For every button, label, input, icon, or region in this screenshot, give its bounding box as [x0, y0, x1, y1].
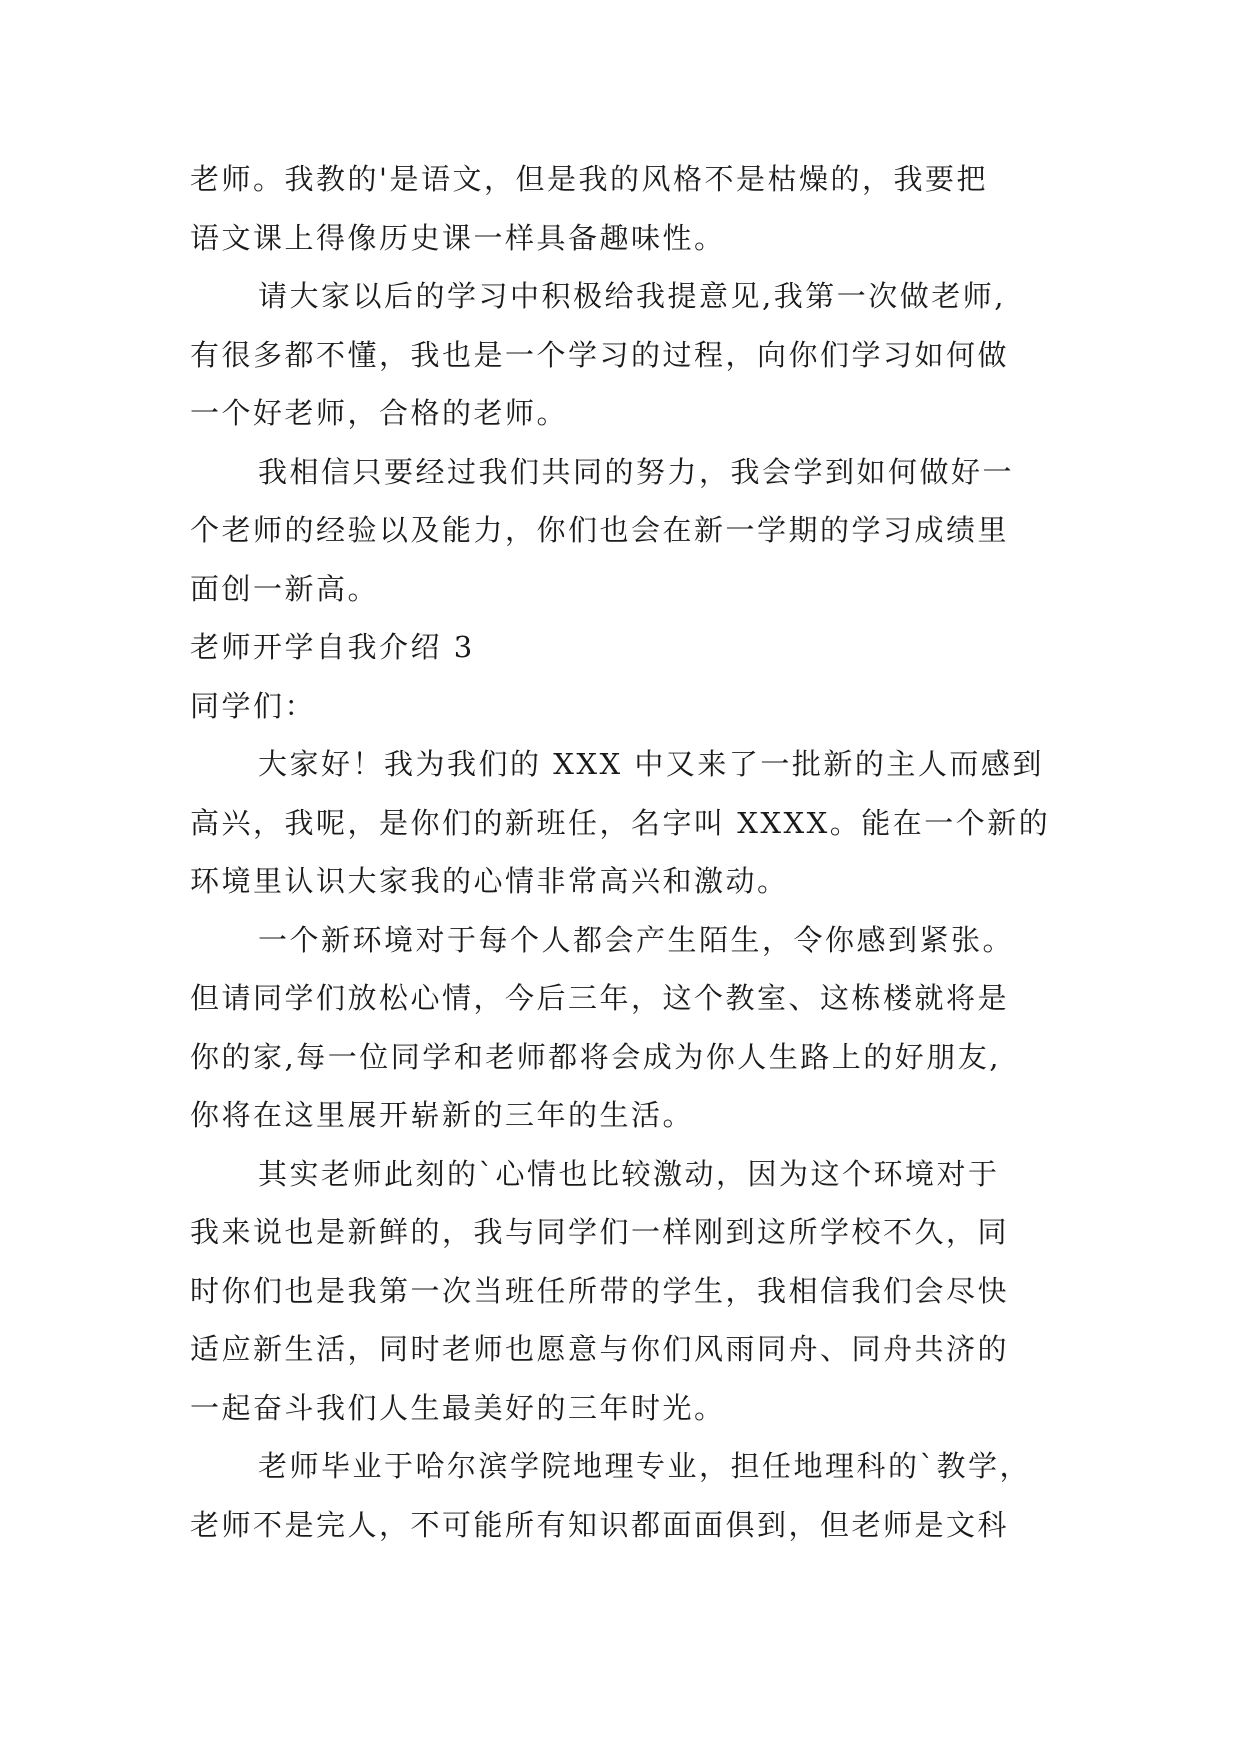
text-line: 环境里认识大家我的心情非常高兴和激动。 — [190, 864, 789, 898]
text-line: 老师。我教的'是语文，但是我的风格不是枯燥的，我要把 — [190, 162, 988, 196]
text-line: 面创一新高。 — [190, 571, 380, 606]
text-line: 老师毕业于哈尔滨学院地理专业，担任地理科的`教学， — [258, 1449, 1032, 1483]
text-line: 有很多都不懂，我也是一个学习的过程，向你们学习如何做 — [190, 337, 1010, 372]
text-line: 语文课上得像历史课一样具备趣味性。 — [190, 220, 726, 255]
text-line: 大家好！我为我们的 XXX 中又来了一批新的主人而感到 — [258, 747, 1044, 781]
text-line: 我来说也是新鲜的，我与同学们一样刚到这所学校不久，同 — [190, 1215, 1010, 1249]
text-line: 老师不是完人，不可能所有知识都面面俱到，但老师是文科 — [190, 1507, 1010, 1542]
text-line: 一个新环境对于每个人都会产生陌生，令你感到紧张。 — [258, 922, 1015, 957]
text-line: 但请同学们放松心情，今后三年，这个教室、这栋楼就将是 — [190, 981, 1010, 1015]
text-line: 个老师的经验以及能力，你们也会在新一学期的学习成绩里 — [190, 513, 1010, 547]
text-line: 请大家以后的学习中积极给我提意见,我第一次做老师, — [258, 279, 1006, 313]
text-line: 适应新生活，同时老师也愿意与你们风雨同舟、同舟共济的 — [190, 1332, 1010, 1366]
text-line: 同学们： — [190, 688, 317, 723]
text-line: 我相信只要经过我们共同的努力，我会学到如何做好一 — [258, 454, 1015, 489]
document-page — [190, 150, 1090, 1554]
text-line: 时你们也是我第一次当班任所带的学生，我相信我们会尽快 — [190, 1273, 1010, 1308]
text-line: 你将在这里展开崭新的三年的生活。 — [190, 1098, 695, 1132]
text-line: 你的家,每一位同学和老师都将会成为你人生路上的好朋友, — [190, 1039, 1001, 1074]
text-line: 高兴，我呢，是你们的新班任，名字叫 XXXX。能在一个新的 — [190, 805, 1051, 840]
text-line: 老师开学自我介绍 3 — [190, 630, 475, 664]
text-line: 一起奋斗我们人生最美好的三年时光。 — [190, 1390, 726, 1425]
text-line: 其实老师此刻的`心情也比较激动，因为这个环境对于 — [258, 1156, 1000, 1191]
text-line: 一个好老师，合格的老师。 — [190, 396, 569, 430]
